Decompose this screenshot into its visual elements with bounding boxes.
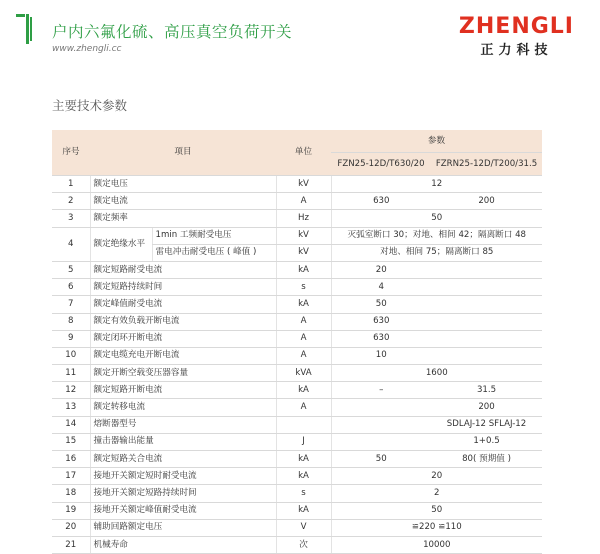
- table-row: [52, 193, 542, 210]
- spec-table-body: [52, 176, 542, 554]
- row-value-b: 31.5: [431, 382, 542, 399]
- row-value: 对地、相间 75；隔离断口 85: [331, 244, 542, 261]
- row-number: 10: [52, 347, 90, 364]
- row-number: 13: [52, 399, 90, 416]
- page-header: [0, 0, 600, 70]
- row-item: 额定电压: [90, 176, 276, 193]
- row-value-a: 630: [331, 193, 431, 210]
- row-item: 额定转移电流: [90, 399, 276, 416]
- spec-table: [52, 130, 542, 554]
- row-unit: kA: [276, 261, 331, 278]
- row-unit: s: [276, 485, 331, 502]
- brand-name-en: ZHENGLI: [458, 14, 574, 39]
- header-params: 参数: [331, 130, 542, 153]
- row-item: 额定峰值耐受电流: [90, 296, 276, 313]
- table-row: [52, 502, 542, 519]
- row-unit: J: [276, 433, 331, 450]
- row-unit: A: [276, 399, 331, 416]
- row-unit: Hz: [276, 210, 331, 227]
- row-value-b: [431, 347, 542, 364]
- row-value-b: 200: [431, 399, 542, 416]
- table-row: [52, 416, 542, 433]
- row-number: 6: [52, 279, 90, 296]
- row-item: 额定电缆充电开断电流: [90, 347, 276, 364]
- row-number: 1: [52, 176, 90, 193]
- row-value-a: 630: [331, 313, 431, 330]
- row-value-b: 200: [431, 193, 542, 210]
- row-unit: kA: [276, 296, 331, 313]
- row-number: 9: [52, 330, 90, 347]
- row-unit: kVA: [276, 365, 331, 382]
- row-item: 额定开断空载变压器容量: [90, 365, 276, 382]
- row-value-a: 630: [331, 330, 431, 347]
- row-value-b: SDLAJ-12 SFLAJ-12: [431, 416, 542, 433]
- row-value: 50: [331, 210, 542, 227]
- row-unit: kA: [276, 468, 331, 485]
- header-item: 项目: [90, 130, 276, 176]
- row-number: 7: [52, 296, 90, 313]
- row-unit: kV: [276, 227, 331, 244]
- brand-name-cn: 正力科技: [480, 43, 553, 58]
- row-value-b: [431, 313, 542, 330]
- row-value: ≌220 ≌110: [331, 519, 542, 536]
- table-row: [52, 210, 542, 227]
- row-value-b: 1+0.5: [431, 433, 542, 450]
- row-number: 5: [52, 261, 90, 278]
- row-item: 熔断器型号: [90, 416, 276, 433]
- row-number: 15: [52, 433, 90, 450]
- row-number: 16: [52, 451, 90, 468]
- row-item: 机械寿命: [90, 536, 276, 553]
- table-row: [52, 227, 542, 244]
- row-value-a: 50: [331, 296, 431, 313]
- row-number: 18: [52, 485, 90, 502]
- table-row: [52, 519, 542, 536]
- row-number: 4: [52, 227, 90, 261]
- row-value-a: 20: [331, 261, 431, 278]
- row-number: 19: [52, 502, 90, 519]
- row-number: 14: [52, 416, 90, 433]
- row-subitem: 1min 工频耐受电压: [152, 227, 276, 244]
- row-subitem: 雷电冲击耐受电压 ( 峰值 ): [152, 244, 276, 261]
- row-item: 接地开关额定短路持续时间: [90, 485, 276, 502]
- row-number: 3: [52, 210, 90, 227]
- row-value-b: [431, 279, 542, 296]
- row-item: 接地开关额定峰值耐受电流: [90, 502, 276, 519]
- row-item: 额定短路耐受电流: [90, 261, 276, 278]
- table-row: [52, 261, 542, 278]
- table-row: [52, 296, 542, 313]
- row-unit: 次: [276, 536, 331, 553]
- row-unit: kA: [276, 451, 331, 468]
- row-value: 10000: [331, 536, 542, 553]
- row-unit: kA: [276, 382, 331, 399]
- row-item: 额定短路开断电流: [90, 382, 276, 399]
- brand-logo: [459, 16, 574, 58]
- header-model-b: FZRN25-12D/T200/31.5: [431, 153, 542, 176]
- row-value: 12: [331, 176, 542, 193]
- row-unit: A: [276, 330, 331, 347]
- row-number: 11: [52, 365, 90, 382]
- table-row: [52, 468, 542, 485]
- table-row: [52, 433, 542, 450]
- row-item: 额定短路关合电流: [90, 451, 276, 468]
- brand-mark-icon: [16, 14, 42, 44]
- page-title: 户内六氟化硫、高压真空负荷开关: [52, 23, 293, 41]
- table-row: [52, 485, 542, 502]
- table-row: [52, 451, 542, 468]
- row-unit: s: [276, 279, 331, 296]
- row-item: 额定闭环开断电流: [90, 330, 276, 347]
- table-row: [52, 399, 542, 416]
- row-number: 8: [52, 313, 90, 330]
- table-row: [52, 536, 542, 553]
- row-unit: [276, 416, 331, 433]
- row-item: 接地开关额定短时耐受电流: [90, 468, 276, 485]
- row-item: 额定频率: [90, 210, 276, 227]
- row-value-b: 80( 预期值 ): [431, 451, 542, 468]
- row-unit: kA: [276, 502, 331, 519]
- table-row: [52, 382, 542, 399]
- row-value: 50: [331, 502, 542, 519]
- row-item: 额定有效负载开断电流: [90, 313, 276, 330]
- row-item: 额定电流: [90, 193, 276, 210]
- header-model-a: FZN25-12D/T630/20: [331, 153, 431, 176]
- row-number: 20: [52, 519, 90, 536]
- row-unit: kV: [276, 176, 331, 193]
- row-unit: A: [276, 347, 331, 364]
- table-row: [52, 330, 542, 347]
- row-value-b: [431, 296, 542, 313]
- row-item: 辅助回路额定电压: [90, 519, 276, 536]
- table-row: [52, 176, 542, 193]
- row-unit: A: [276, 193, 331, 210]
- row-value: 灭弧室断口 30；对地、相间 42；隔离断口 48: [331, 227, 542, 244]
- row-item: 撞击器输出能量: [90, 433, 276, 450]
- table-row: [52, 313, 542, 330]
- table-row: [52, 279, 542, 296]
- row-unit: V: [276, 519, 331, 536]
- row-value-a: [331, 399, 431, 416]
- row-value: 2: [331, 485, 542, 502]
- row-unit: kV: [276, 244, 331, 261]
- row-number: 21: [52, 536, 90, 553]
- row-value-b: [431, 261, 542, 278]
- website-url: www.zhengli.cc: [52, 44, 122, 54]
- row-value-b: [431, 330, 542, 347]
- row-value-a: [331, 433, 431, 450]
- row-number: 12: [52, 382, 90, 399]
- row-unit: A: [276, 313, 331, 330]
- row-value: 1600: [331, 365, 542, 382]
- row-item: 额定短路持续时间: [90, 279, 276, 296]
- table-row: [52, 365, 542, 382]
- row-number: 2: [52, 193, 90, 210]
- table-row: [52, 347, 542, 364]
- header-no: 序号: [52, 130, 90, 176]
- row-number: 17: [52, 468, 90, 485]
- row-value-a: [331, 416, 431, 433]
- row-value-a: –: [331, 382, 431, 399]
- row-value-a: 4: [331, 279, 431, 296]
- row-value: 20: [331, 468, 542, 485]
- header-unit: 单位: [276, 130, 331, 176]
- row-value-a: 50: [331, 451, 431, 468]
- row-value-a: 10: [331, 347, 431, 364]
- section-title: 主要技术参数: [52, 98, 128, 113]
- row-item-group: 额定绝缘水平: [90, 227, 152, 261]
